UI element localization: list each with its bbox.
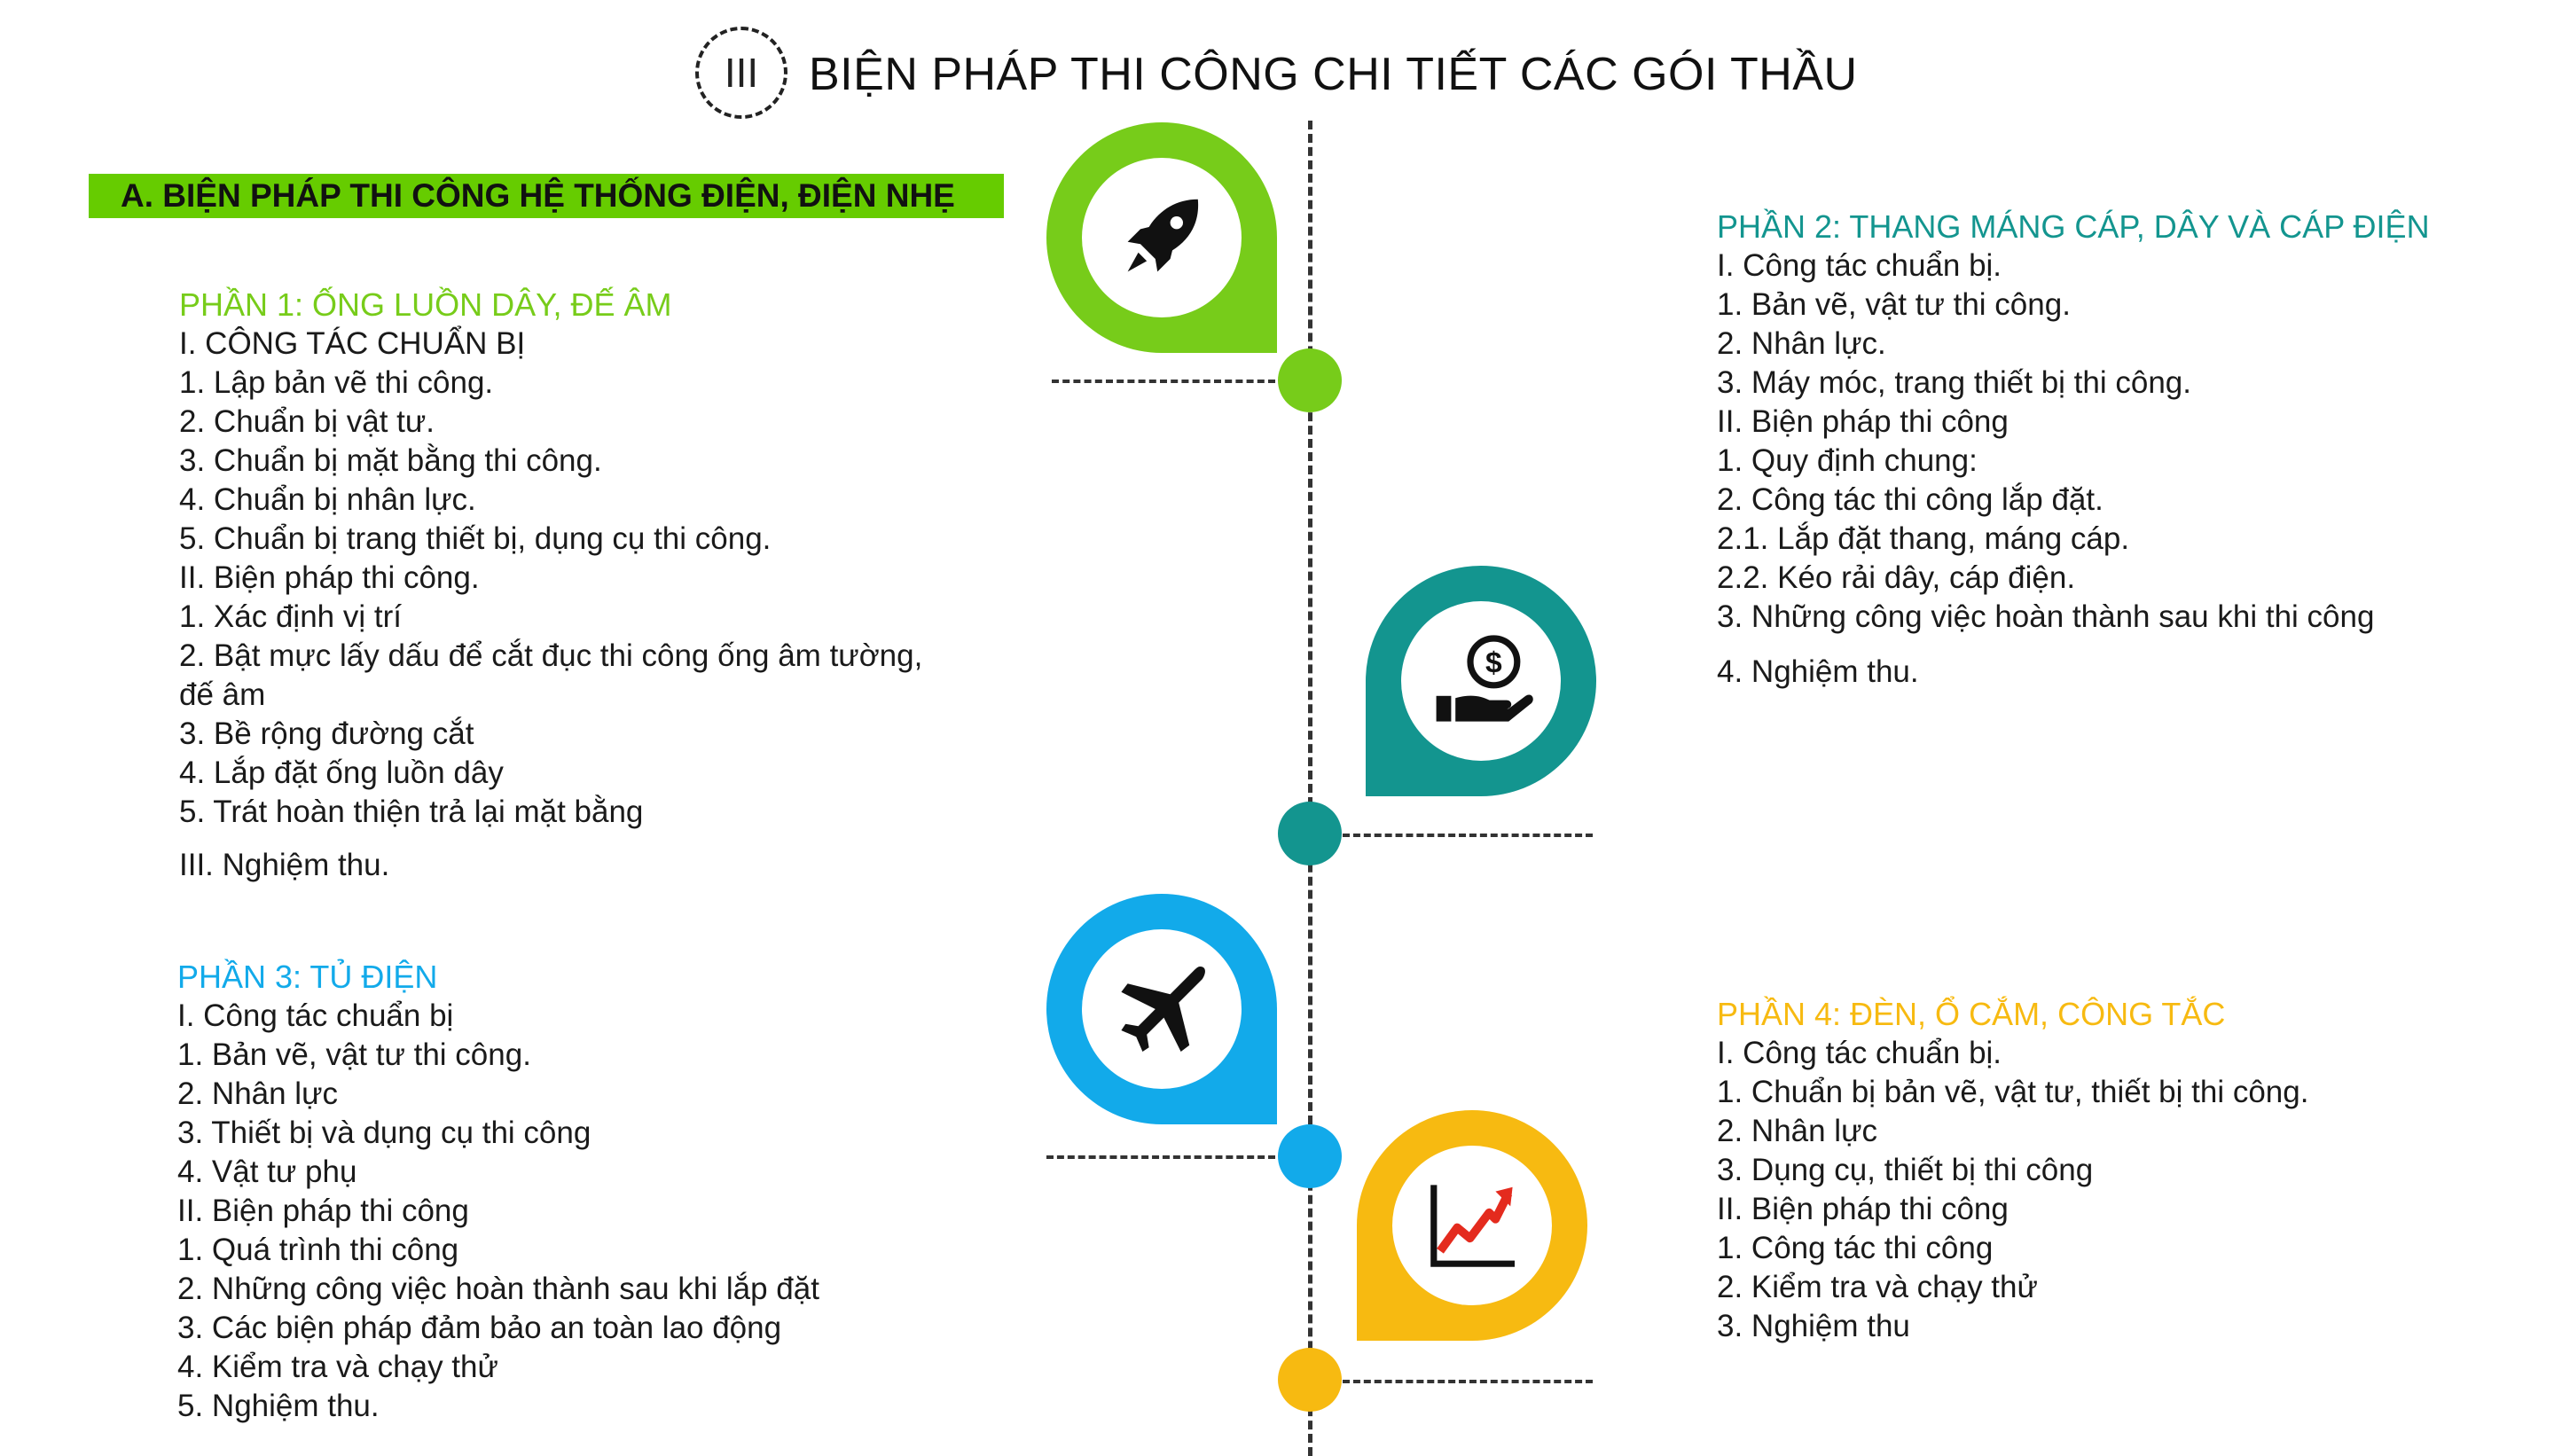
connector-line-3 <box>1046 1155 1275 1159</box>
timeline-dot-4 <box>1278 1348 1342 1412</box>
part-1-line: 3. Bề rộng đường cắt <box>179 716 474 751</box>
page-title: BIỆN PHÁP THI CÔNG CHI TIẾT CÁC GÓI THẦU <box>809 49 1858 100</box>
part-3-heading: PHẦN 3: TỦ ĐIỆN <box>177 959 438 995</box>
part-1-line: I. CÔNG TÁC CHUẨN BỊ <box>179 326 526 361</box>
section-a-title: A. BIỆN PHÁP THI CÔNG HỆ THỐNG ĐIỆN, ĐIỆN NHẸ <box>121 177 955 214</box>
part-3-line: 3. Các biện pháp đảm bảo an toàn lao động <box>177 1311 782 1345</box>
part-2-block <box>1717 207 2430 692</box>
part-4-block <box>1717 995 2308 1346</box>
part-1-heading: PHẦN 1: ỐNG LUỒN DÂY, ĐẾ ÂM <box>179 286 672 323</box>
part-4-heading: PHẦN 4: ĐÈN, Ổ CẮM, CÔNG TẮC <box>1717 996 2226 1032</box>
part-2-line: 3. Những công việc hoàn thành sau khi thi công <box>1717 599 2375 634</box>
part-1-line: 3. Chuẩn bị mặt bằng thi công. <box>179 443 602 478</box>
part-4-line: II. Biện pháp thi công <box>1717 1192 2009 1226</box>
part-1-line: 5. Chuẩn bị trang thiết bị, dụng cụ thi công. <box>179 521 772 556</box>
timeline-dot-1 <box>1278 348 1342 412</box>
part-2-line: 2. Nhân lực. <box>1717 326 1886 361</box>
part-2-line: 2. Công tác thi công lắp đặt. <box>1717 482 2104 517</box>
part-1-block <box>179 286 922 885</box>
part-2-line: 1. Bản vẽ, vật tư thi công. <box>1717 287 2071 322</box>
part-3-line: 1. Bản vẽ, vật tư thi công. <box>177 1037 531 1072</box>
money-hand-icon <box>1428 628 1534 734</box>
section-a-title-bar <box>89 174 1004 218</box>
part-4-line: 2. Kiểm tra và chạy thử <box>1717 1270 2038 1304</box>
part-1-line: 5. Trát hoàn thiện trả lại mặt bằng <box>179 795 644 829</box>
part-3-line: 4. Kiểm tra và chạy thử <box>177 1350 498 1384</box>
part-2-line: II. Biện pháp thi công <box>1717 404 2009 439</box>
chart-pin <box>1357 1110 1587 1341</box>
section-number: III <box>724 50 759 96</box>
connector-line-4 <box>1343 1380 1593 1383</box>
part-2-line: 3. Máy móc, trang thiết bị thi công. <box>1717 365 2191 400</box>
part-3-block <box>177 958 819 1426</box>
connector-line-1 <box>1052 380 1275 383</box>
part-1-line: 1. Xác định vị trí <box>179 599 402 634</box>
airplane-pin <box>1046 894 1277 1124</box>
airplane-icon <box>1109 956 1215 1062</box>
part-1-line: đế âm <box>179 677 266 712</box>
part-1-line: 4. Chuẩn bị nhân lực. <box>179 482 476 517</box>
part-1-line: 4. Lắp đặt ống luồn dây <box>179 755 504 790</box>
timeline-dot-3 <box>1278 1124 1342 1188</box>
svg-text:$: $ <box>1485 646 1502 680</box>
part-1-line: 1. Lập bản vẽ thi công. <box>179 365 494 400</box>
part-3-line: 3. Thiết bị và dụng cụ thi công <box>177 1115 591 1150</box>
timeline-dot-2 <box>1278 802 1342 865</box>
part-4-line: 1. Chuẩn bị bản vẽ, vật tư, thiết bị thi công. <box>1717 1075 2309 1109</box>
rocket-icon <box>1109 184 1215 291</box>
growth-chart-icon <box>1419 1172 1525 1279</box>
part-2-line: 2.1. Lắp đặt thang, máng cáp. <box>1717 521 2130 556</box>
part-1-line: 2. Chuẩn bị vật tư. <box>179 404 435 439</box>
part-1-line: III. Nghiệm thu. <box>179 848 390 882</box>
part-3-line: I. Công tác chuẩn bị <box>177 998 454 1033</box>
part-4-line: 1. Công tác thi công <box>1717 1231 1994 1265</box>
part-4-line: 3. Dụng cụ, thiết bị thi công <box>1717 1153 2094 1187</box>
connector-line-2 <box>1343 834 1593 837</box>
part-3-line: II. Biện pháp thi công <box>177 1194 469 1228</box>
part-2-line: 1. Quy định chung: <box>1717 443 1978 478</box>
part-3-line: 5. Nghiệm thu. <box>177 1389 380 1423</box>
part-4-line: 2. Nhân lực <box>1717 1114 1878 1148</box>
part-1-line: II. Biện pháp thi công. <box>179 560 480 595</box>
money-pin <box>1366 566 1596 796</box>
part-4-line: 3. Nghiệm thu <box>1717 1309 1910 1343</box>
rocket-pin <box>1046 122 1277 353</box>
part-1-line: 2. Bật mực lấy dấu để cắt đục thi công ống âm tường, <box>179 638 923 673</box>
part-2-line: 2.2. Kéo rải dây, cáp điện. <box>1717 560 2076 595</box>
part-2-line: I. Công tác chuẩn bị. <box>1717 248 2002 283</box>
part-3-line: 2. Những công việc hoàn thành sau khi lắp đặt <box>177 1272 819 1306</box>
part-3-line: 1. Quá trình thi công <box>177 1233 459 1267</box>
part-3-line: 4. Vật tư phụ <box>177 1155 357 1189</box>
part-4-line: I. Công tác chuẩn bị. <box>1717 1036 2002 1070</box>
part-3-line: 2. Nhân lực <box>177 1076 339 1111</box>
timeline-line <box>1308 121 1312 1456</box>
part-2-heading: PHẦN 2: THANG MÁNG CÁP, DÂY VÀ CÁP ĐIỆN <box>1717 208 2430 245</box>
part-2-line: 4. Nghiệm thu. <box>1717 654 1919 689</box>
section-number-circle <box>695 27 787 119</box>
